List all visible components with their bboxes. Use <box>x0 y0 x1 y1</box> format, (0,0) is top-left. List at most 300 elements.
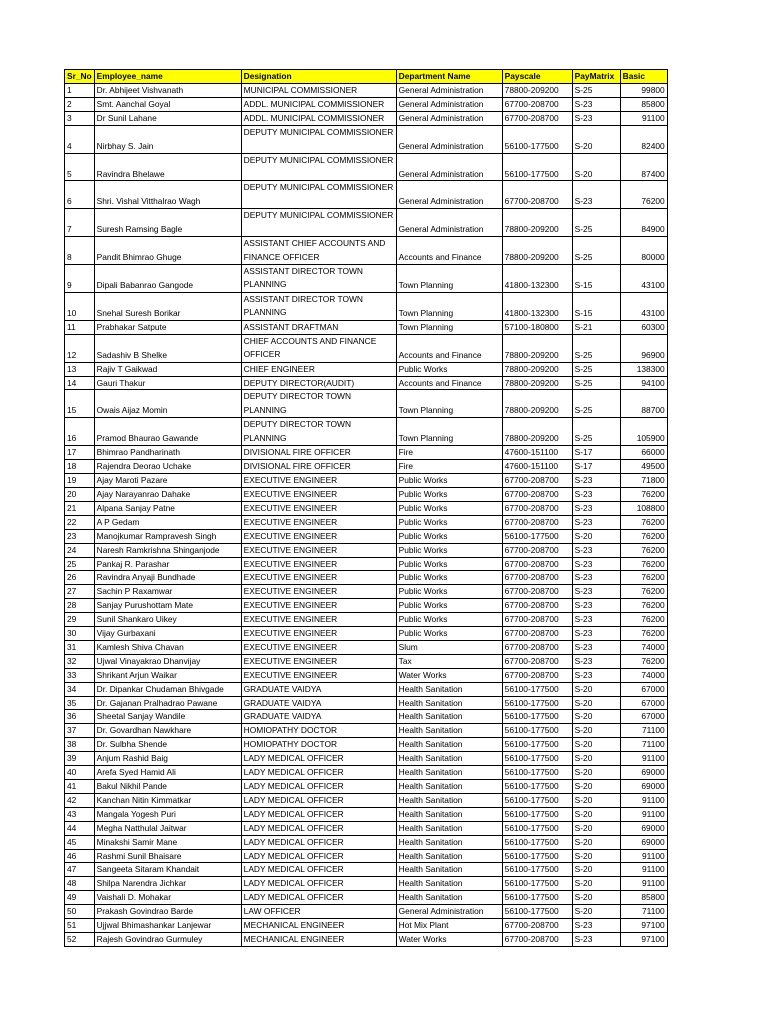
employee-name-cell: Megha Natthulal Jaitwar <box>94 821 241 835</box>
sr-no-cell: 15 <box>65 390 95 418</box>
employee-name-cell: Sangeeta Sitaram Khandait <box>94 863 241 877</box>
table-row <box>65 97 668 111</box>
sr-no-cell: 44 <box>65 821 95 835</box>
payscale-cell: 56100-177500 <box>502 710 572 724</box>
employee-name-cell: Dr Sunil Lahane <box>94 111 241 125</box>
department-cell: Health Sanitation <box>396 724 502 738</box>
payscale-cell: 67700-208700 <box>502 571 572 585</box>
payscale-cell: 57100-180800 <box>502 320 572 334</box>
basic-cell: 69000 <box>620 766 667 780</box>
designation-cell: LADY MEDICAL OFFICER <box>241 849 396 863</box>
sr-no-cell: 10 <box>65 292 95 320</box>
department-cell: Health Sanitation <box>396 780 502 794</box>
department-cell: Town Planning <box>396 390 502 418</box>
paymatrix-cell: S-20 <box>572 125 620 153</box>
basic-cell: 85800 <box>620 891 667 905</box>
paymatrix-cell: S-17 <box>572 446 620 460</box>
table-row <box>65 571 668 585</box>
sr-no-cell: 27 <box>65 585 95 599</box>
payscale-cell: 78800-209200 <box>502 334 572 362</box>
designation-cell: DEPUTY MUNICIPAL COMMISSIONER <box>241 209 396 237</box>
department-cell: Fire <box>396 446 502 460</box>
department-cell: Health Sanitation <box>396 710 502 724</box>
paymatrix-cell: S-23 <box>572 97 620 111</box>
employee-name-cell: Kanchan Nitin Kimmatkar <box>94 793 241 807</box>
payscale-cell: 56100-177500 <box>502 905 572 919</box>
employee-name-cell: Rajendra Deorao Uchake <box>94 460 241 474</box>
employee-name-cell: Kamlesh Shiva Chavan <box>94 640 241 654</box>
designation-cell: LADY MEDICAL OFFICER <box>241 780 396 794</box>
employee-name-cell: Shilpa Narendra Jichkar <box>94 877 241 891</box>
payscale-cell: 56100-177500 <box>502 125 572 153</box>
employee-name-cell: Minakshi Samir Mane <box>94 835 241 849</box>
paymatrix-cell: S-23 <box>572 640 620 654</box>
department-cell: General Administration <box>396 905 502 919</box>
employee-name-cell: A P Gedam <box>94 515 241 529</box>
basic-cell: 76200 <box>620 557 667 571</box>
basic-cell: 49500 <box>620 460 667 474</box>
header-paymatrix: PayMatrix <box>572 70 620 84</box>
basic-cell: 76200 <box>620 181 667 209</box>
employee-name-cell: Bakul Nikhil Pande <box>94 780 241 794</box>
designation-cell: MECHANICAL ENGINEER <box>241 919 396 933</box>
paymatrix-cell: S-23 <box>572 919 620 933</box>
department-cell: Town Planning <box>396 320 502 334</box>
table-row <box>65 724 668 738</box>
paymatrix-cell: S-23 <box>572 181 620 209</box>
header-sr-no: Sr_No <box>65 70 95 84</box>
payscale-cell: 56100-177500 <box>502 821 572 835</box>
basic-cell: 71800 <box>620 474 667 488</box>
paymatrix-cell: S-23 <box>572 654 620 668</box>
basic-cell: 69000 <box>620 821 667 835</box>
employee-name-cell: Shri. Vishal Vitthalrao Wagh <box>94 181 241 209</box>
department-cell: Accounts and Finance <box>396 376 502 390</box>
basic-cell: 43100 <box>620 265 667 293</box>
payscale-cell: 78800-209200 <box>502 376 572 390</box>
table-row <box>65 821 668 835</box>
paymatrix-cell: S-15 <box>572 265 620 293</box>
sr-no-cell: 39 <box>65 752 95 766</box>
paymatrix-cell: S-23 <box>572 543 620 557</box>
header-employee-name: Employee_name <box>94 70 241 84</box>
basic-cell: 97100 <box>620 919 667 933</box>
paymatrix-cell: S-25 <box>572 418 620 446</box>
department-cell: Health Sanitation <box>396 793 502 807</box>
designation-cell: EXECUTIVE ENGINEER <box>241 543 396 557</box>
employee-name-cell: Rajesh Govindrao Gurmuley <box>94 932 241 946</box>
paymatrix-cell: S-20 <box>572 863 620 877</box>
employee-name-cell: Shrikant Arjun Waikar <box>94 668 241 682</box>
designation-cell: EXECUTIVE ENGINEER <box>241 613 396 627</box>
basic-cell: 74000 <box>620 640 667 654</box>
payscale-cell: 67700-208700 <box>502 557 572 571</box>
paymatrix-cell: S-20 <box>572 766 620 780</box>
payscale-cell: 67700-208700 <box>502 599 572 613</box>
employee-name-cell: Prabhakar Satpute <box>94 320 241 334</box>
table-row <box>65 181 668 209</box>
designation-cell: LADY MEDICAL OFFICER <box>241 891 396 905</box>
sr-no-cell: 37 <box>65 724 95 738</box>
table-row <box>65 390 668 418</box>
table-row <box>65 418 668 446</box>
employee-name-cell: Alpana Sanjay Patne <box>94 501 241 515</box>
paymatrix-cell: S-20 <box>572 780 620 794</box>
sr-no-cell: 20 <box>65 487 95 501</box>
basic-cell: 67000 <box>620 682 667 696</box>
payscale-cell: 41800-132300 <box>502 265 572 293</box>
department-cell: Town Planning <box>396 292 502 320</box>
sr-no-cell: 21 <box>65 501 95 515</box>
designation-cell: EXECUTIVE ENGINEER <box>241 585 396 599</box>
employee-name-cell: Snehal Suresh Borikar <box>94 292 241 320</box>
header-payscale: Payscale <box>502 70 572 84</box>
payscale-cell: 67700-208700 <box>502 613 572 627</box>
table-row <box>65 863 668 877</box>
payscale-cell: 56100-177500 <box>502 891 572 905</box>
designation-cell: LADY MEDICAL OFFICER <box>241 821 396 835</box>
basic-cell: 91100 <box>620 111 667 125</box>
employee-name-cell: Naresh Ramkrishna Shinganjode <box>94 543 241 557</box>
employee-name-cell: Sheetal Sanjay Wandile <box>94 710 241 724</box>
sr-no-cell: 19 <box>65 474 95 488</box>
table-row <box>65 696 668 710</box>
basic-cell: 76200 <box>620 654 667 668</box>
designation-cell: ADDL. MUNICIPAL COMMISSIONER <box>241 111 396 125</box>
designation-cell: EXECUTIVE ENGINEER <box>241 529 396 543</box>
sr-no-cell: 18 <box>65 460 95 474</box>
table-row <box>65 780 668 794</box>
employee-name-cell: Ravindra Bhelawe <box>94 153 241 181</box>
department-cell: Public Works <box>396 501 502 515</box>
table-row <box>65 599 668 613</box>
designation-cell: LAW OFFICER <box>241 905 396 919</box>
basic-cell: 67000 <box>620 710 667 724</box>
table-row <box>65 682 668 696</box>
employee-name-cell: Sunil Shankaro Uikey <box>94 613 241 627</box>
payscale-cell: 56100-177500 <box>502 529 572 543</box>
designation-cell: ASSISTANT DIRECTOR TOWN PLANNING <box>241 292 396 320</box>
designation-cell: ASSISTANT DIRECTOR TOWN PLANNING <box>241 265 396 293</box>
employee-name-cell: Pramod Bhaurao Gawande <box>94 418 241 446</box>
sr-no-cell: 30 <box>65 627 95 641</box>
department-cell: General Administration <box>396 153 502 181</box>
sr-no-cell: 26 <box>65 571 95 585</box>
paymatrix-cell: S-23 <box>572 613 620 627</box>
basic-cell: 85800 <box>620 97 667 111</box>
paymatrix-cell: S-20 <box>572 793 620 807</box>
employee-name-cell: Prakash Govindrao Barde <box>94 905 241 919</box>
basic-cell: 91100 <box>620 877 667 891</box>
payscale-cell: 78800-209200 <box>502 418 572 446</box>
designation-cell: EXECUTIVE ENGINEER <box>241 627 396 641</box>
employee-name-cell: Vijay Gurbaxani <box>94 627 241 641</box>
basic-cell: 76200 <box>620 571 667 585</box>
employee-name-cell: Dr. Dipankar Chudaman Bhivgade <box>94 682 241 696</box>
table-row <box>65 153 668 181</box>
sr-no-cell: 6 <box>65 181 95 209</box>
paymatrix-cell: S-23 <box>572 474 620 488</box>
paymatrix-cell: S-23 <box>572 111 620 125</box>
department-cell: Health Sanitation <box>396 696 502 710</box>
employee-name-cell: Dr. Abhijeet Vishvanath <box>94 83 241 97</box>
table-row <box>65 446 668 460</box>
department-cell: Water Works <box>396 668 502 682</box>
sr-no-cell: 4 <box>65 125 95 153</box>
sr-no-cell: 17 <box>65 446 95 460</box>
payscale-cell: 56100-177500 <box>502 807 572 821</box>
sr-no-cell: 16 <box>65 418 95 446</box>
designation-cell: HOMIOPATHY DOCTOR <box>241 738 396 752</box>
payscale-cell: 67700-208700 <box>502 654 572 668</box>
payscale-cell: 56100-177500 <box>502 780 572 794</box>
paymatrix-cell: S-20 <box>572 724 620 738</box>
table-row <box>65 265 668 293</box>
table-row <box>65 807 668 821</box>
basic-cell: 76200 <box>620 627 667 641</box>
paymatrix-cell: S-20 <box>572 821 620 835</box>
designation-cell: DEPUTY MUNICIPAL COMMISSIONER <box>241 181 396 209</box>
department-cell: Public Works <box>396 362 502 376</box>
designation-cell: EXECUTIVE ENGINEER <box>241 654 396 668</box>
table-row <box>65 529 668 543</box>
basic-cell: 69000 <box>620 835 667 849</box>
table-row <box>65 835 668 849</box>
basic-cell: 71100 <box>620 905 667 919</box>
paymatrix-cell: S-20 <box>572 807 620 821</box>
payscale-cell: 67700-208700 <box>502 919 572 933</box>
sr-no-cell: 42 <box>65 793 95 807</box>
table-row <box>65 487 668 501</box>
designation-cell: EXECUTIVE ENGINEER <box>241 571 396 585</box>
sr-no-cell: 47 <box>65 863 95 877</box>
basic-cell: 60300 <box>620 320 667 334</box>
sr-no-cell: 36 <box>65 710 95 724</box>
table-row <box>65 362 668 376</box>
paymatrix-cell: S-20 <box>572 682 620 696</box>
paymatrix-cell: S-23 <box>572 668 620 682</box>
sr-no-cell: 46 <box>65 849 95 863</box>
paymatrix-cell: S-23 <box>572 501 620 515</box>
basic-cell: 91100 <box>620 863 667 877</box>
designation-cell: LADY MEDICAL OFFICER <box>241 807 396 821</box>
designation-cell: EXECUTIVE ENGINEER <box>241 501 396 515</box>
designation-cell: EXECUTIVE ENGINEER <box>241 474 396 488</box>
paymatrix-cell: S-21 <box>572 320 620 334</box>
department-cell: Public Works <box>396 599 502 613</box>
employee-name-cell: Ujwal Vinayakrao Dhanvijay <box>94 654 241 668</box>
sr-no-cell: 9 <box>65 265 95 293</box>
employee-name-cell: Sanjay Purushottam Mate <box>94 599 241 613</box>
sr-no-cell: 22 <box>65 515 95 529</box>
sr-no-cell: 29 <box>65 613 95 627</box>
department-cell: Health Sanitation <box>396 891 502 905</box>
payscale-cell: 67700-208700 <box>502 97 572 111</box>
basic-cell: 91100 <box>620 849 667 863</box>
employee-name-cell: Sachin P Raxamwar <box>94 585 241 599</box>
sr-no-cell: 24 <box>65 543 95 557</box>
sr-no-cell: 43 <box>65 807 95 821</box>
designation-cell: EXECUTIVE ENGINEER <box>241 487 396 501</box>
basic-cell: 97100 <box>620 932 667 946</box>
sr-no-cell: 5 <box>65 153 95 181</box>
payscale-cell: 67700-208700 <box>502 932 572 946</box>
payscale-cell: 67700-208700 <box>502 627 572 641</box>
sr-no-cell: 25 <box>65 557 95 571</box>
payscale-cell: 56100-177500 <box>502 793 572 807</box>
payscale-cell: 78800-209200 <box>502 390 572 418</box>
department-cell: Public Works <box>396 627 502 641</box>
table-row <box>65 209 668 237</box>
designation-cell: DEPUTY MUNICIPAL COMMISSIONER <box>241 125 396 153</box>
header-department-name: Department Name <box>396 70 502 84</box>
paymatrix-cell: S-20 <box>572 835 620 849</box>
department-cell: General Administration <box>396 181 502 209</box>
payscale-cell: 67700-208700 <box>502 668 572 682</box>
sr-no-cell: 41 <box>65 780 95 794</box>
payscale-cell: 67700-208700 <box>502 474 572 488</box>
paymatrix-cell: S-23 <box>572 515 620 529</box>
payscale-cell: 47600-151100 <box>502 446 572 460</box>
table-row <box>65 640 668 654</box>
paymatrix-cell: S-23 <box>572 487 620 501</box>
basic-cell: 91100 <box>620 752 667 766</box>
table-row <box>65 710 668 724</box>
designation-cell: ASSISTANT DRAFTMAN <box>241 320 396 334</box>
table-row <box>65 474 668 488</box>
table-row <box>65 793 668 807</box>
employee-name-cell: Dipali Babanrao Gangode <box>94 265 241 293</box>
employee-name-cell: Smt. Aanchal Goyal <box>94 97 241 111</box>
employee-name-cell: Anjum Rashid Baig <box>94 752 241 766</box>
table-row <box>65 460 668 474</box>
employee-name-cell: Dr. Sulbha Shende <box>94 738 241 752</box>
employee-name-cell: Rajiv T Gaikwad <box>94 362 241 376</box>
payscale-cell: 56100-177500 <box>502 682 572 696</box>
employee-name-cell: Ravindra Anyaji Bundhade <box>94 571 241 585</box>
employee-name-cell: Owais Aijaz Momin <box>94 390 241 418</box>
basic-cell: 43100 <box>620 292 667 320</box>
designation-cell: DEPUTY DIRECTOR TOWN PLANNING <box>241 418 396 446</box>
basic-cell: 91100 <box>620 793 667 807</box>
table-row <box>65 376 668 390</box>
paymatrix-cell: S-20 <box>572 153 620 181</box>
basic-cell: 76200 <box>620 599 667 613</box>
designation-cell: LADY MEDICAL OFFICER <box>241 793 396 807</box>
table-row <box>65 766 668 780</box>
designation-cell: EXECUTIVE ENGINEER <box>241 668 396 682</box>
designation-cell: MECHANICAL ENGINEER <box>241 932 396 946</box>
department-cell: Town Planning <box>396 265 502 293</box>
employee-name-cell: Pankaj R. Parashar <box>94 557 241 571</box>
paymatrix-cell: S-20 <box>572 891 620 905</box>
department-cell: Public Works <box>396 543 502 557</box>
payscale-cell: 56100-177500 <box>502 153 572 181</box>
employee-table <box>64 69 668 947</box>
department-cell: Health Sanitation <box>396 682 502 696</box>
table-row <box>65 501 668 515</box>
department-cell: General Administration <box>396 209 502 237</box>
basic-cell: 96900 <box>620 334 667 362</box>
basic-cell: 76200 <box>620 613 667 627</box>
table-row <box>65 111 668 125</box>
department-cell: Health Sanitation <box>396 849 502 863</box>
department-cell: Town Planning <box>396 418 502 446</box>
table-row <box>65 515 668 529</box>
paymatrix-cell: S-23 <box>572 932 620 946</box>
department-cell: Public Works <box>396 613 502 627</box>
paymatrix-cell: S-20 <box>572 752 620 766</box>
designation-cell: LADY MEDICAL OFFICER <box>241 863 396 877</box>
employee-name-cell: Dr. Gajanan Pralhadrao Pawane <box>94 696 241 710</box>
department-cell: Health Sanitation <box>396 766 502 780</box>
sr-no-cell: 1 <box>65 83 95 97</box>
department-cell: Fire <box>396 460 502 474</box>
sr-no-cell: 48 <box>65 877 95 891</box>
payscale-cell: 67700-208700 <box>502 487 572 501</box>
paymatrix-cell: S-20 <box>572 849 620 863</box>
designation-cell: HOMIOPATHY DOCTOR <box>241 724 396 738</box>
designation-cell: DEPUTY DIRECTOR TOWN PLANNING <box>241 390 396 418</box>
sr-no-cell: 38 <box>65 738 95 752</box>
payscale-cell: 78800-209200 <box>502 362 572 376</box>
payscale-cell: 67700-208700 <box>502 640 572 654</box>
department-cell: Health Sanitation <box>396 821 502 835</box>
sr-no-cell: 7 <box>65 209 95 237</box>
designation-cell: CHIEF ENGINEER <box>241 362 396 376</box>
basic-cell: 84900 <box>620 209 667 237</box>
paymatrix-cell: S-25 <box>572 237 620 265</box>
table-row <box>65 891 668 905</box>
department-cell: Health Sanitation <box>396 835 502 849</box>
payscale-cell: 56100-177500 <box>502 696 572 710</box>
table-row <box>65 627 668 641</box>
designation-cell: DIVISIONAL FIRE OFFICER <box>241 460 396 474</box>
table-row <box>65 613 668 627</box>
payscale-cell: 56100-177500 <box>502 738 572 752</box>
designation-cell: EXECUTIVE ENGINEER <box>241 557 396 571</box>
basic-cell: 87400 <box>620 153 667 181</box>
payscale-cell: 78800-209200 <box>502 237 572 265</box>
employee-name-cell: Ajay Narayanrao Dahake <box>94 487 241 501</box>
designation-cell: LADY MEDICAL OFFICER <box>241 766 396 780</box>
payscale-cell: 67700-208700 <box>502 543 572 557</box>
designation-cell: DEPUTY DIRECTOR(AUDIT) <box>241 376 396 390</box>
sr-no-cell: 11 <box>65 320 95 334</box>
payscale-cell: 78800-209200 <box>502 83 572 97</box>
basic-cell: 66000 <box>620 446 667 460</box>
basic-cell: 74000 <box>620 668 667 682</box>
sr-no-cell: 45 <box>65 835 95 849</box>
paymatrix-cell: S-25 <box>572 83 620 97</box>
employee-name-cell: Arefa Syed Hamid Ali <box>94 766 241 780</box>
designation-cell: DIVISIONAL FIRE OFFICER <box>241 446 396 460</box>
table-row <box>65 292 668 320</box>
paymatrix-cell: S-17 <box>572 460 620 474</box>
department-cell: Health Sanitation <box>396 877 502 891</box>
paymatrix-cell: S-20 <box>572 877 620 891</box>
department-cell: Accounts and Finance <box>396 334 502 362</box>
sr-no-cell: 32 <box>65 654 95 668</box>
basic-cell: 80000 <box>620 237 667 265</box>
payscale-cell: 56100-177500 <box>502 863 572 877</box>
department-cell: Public Works <box>396 557 502 571</box>
payscale-cell: 56100-177500 <box>502 752 572 766</box>
table-row <box>65 905 668 919</box>
designation-cell: MUNICIPAL COMMISSIONER <box>241 83 396 97</box>
payscale-cell: 41800-132300 <box>502 292 572 320</box>
payscale-cell: 56100-177500 <box>502 849 572 863</box>
